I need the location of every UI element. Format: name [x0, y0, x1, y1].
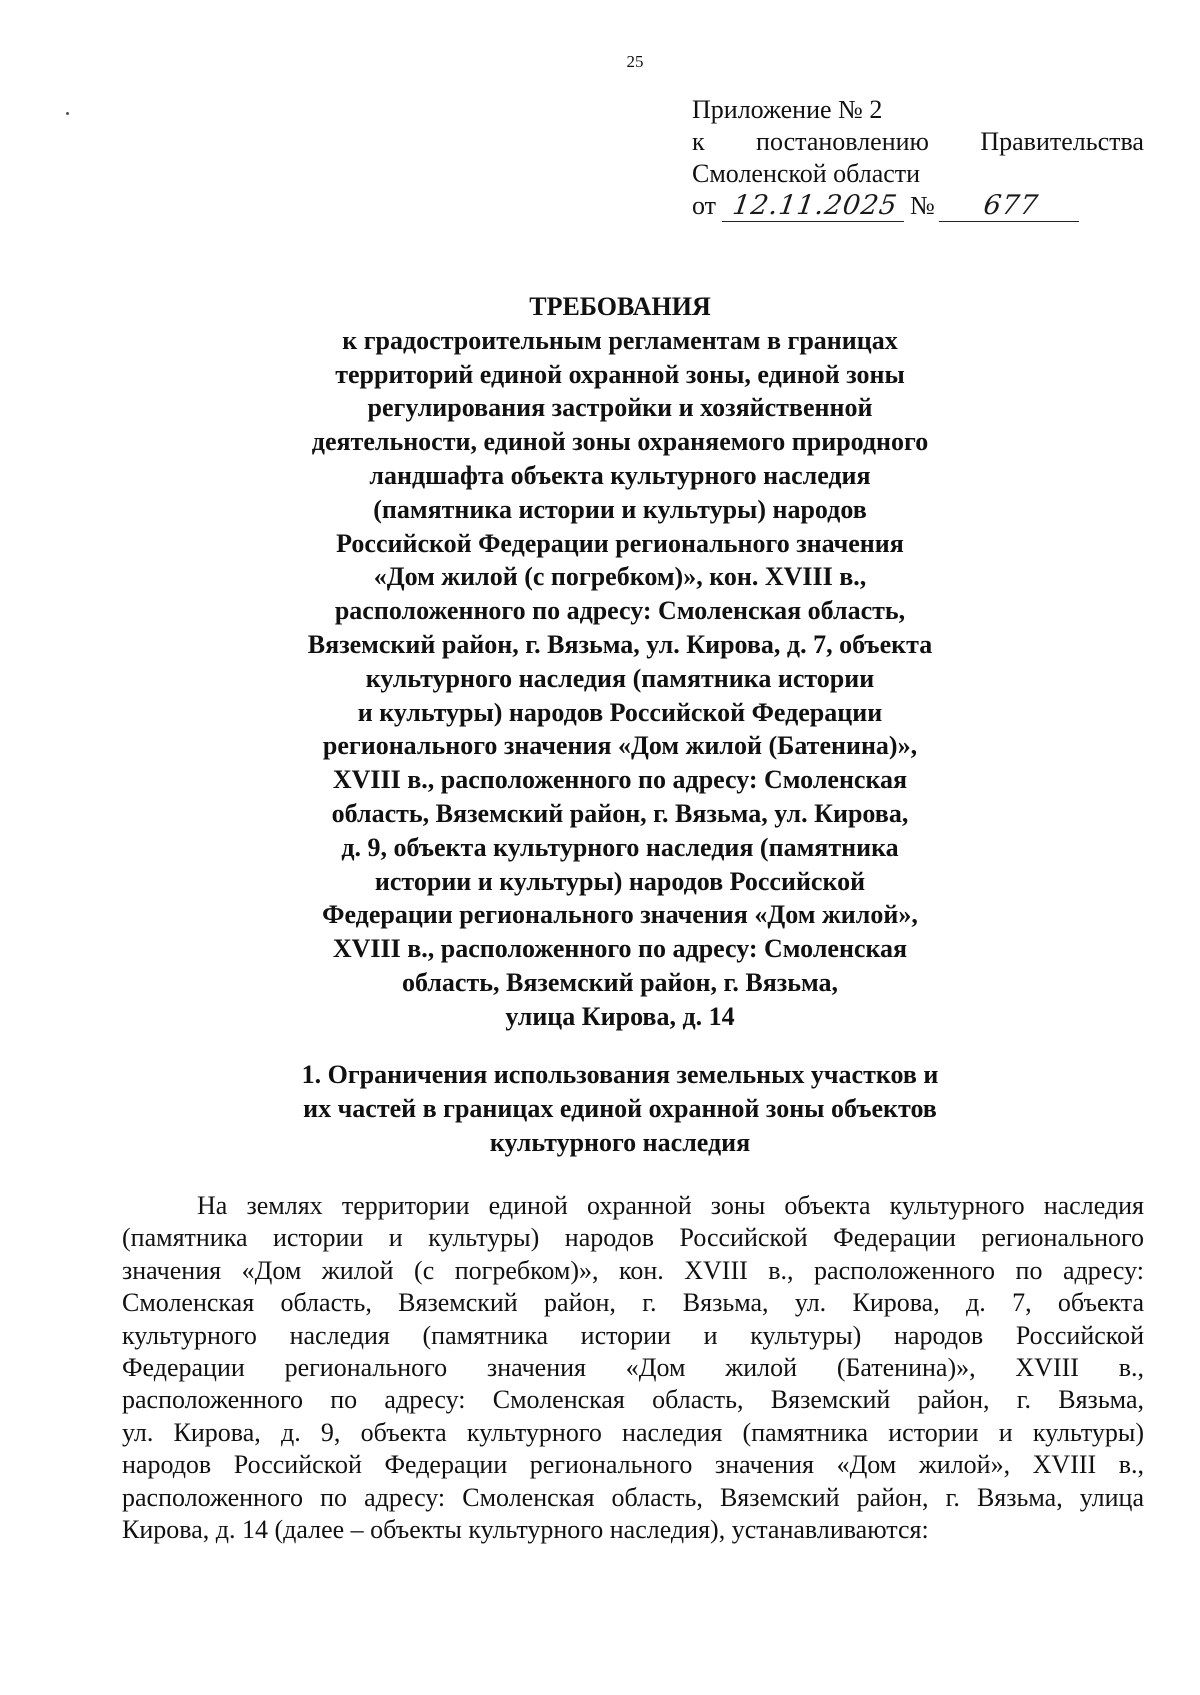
title-line: расположенного по адресу: Смоленская область, — [334, 596, 906, 626]
title-line: культурного наследия (памятника истории — [365, 663, 875, 693]
document-title-block — [250, 290, 990, 1034]
title-line: XVIII в., расположенного по адресу: Смоленская — [332, 934, 908, 964]
appendix-resolution-word: постановлению — [756, 127, 929, 156]
title-line: истории и культуры) народов Российской — [374, 866, 866, 896]
paragraph-line: расположенного по адресу: Смоленская область, Вяземский район, г. Вязьма, — [122, 1385, 1144, 1415]
title-line: область, Вяземский район, г. Вязьма, ул. Кирова, — [331, 798, 909, 828]
section-heading-line: 1. Ограничения использования земельных участков и — [301, 1060, 939, 1089]
paragraph-line: На землях территории единой охранной зоны объекта культурного наследия — [197, 1191, 1144, 1220]
appendix-preposition: к — [692, 127, 705, 156]
title-line: XVIII в., расположенного по адресу: Смоленская — [332, 765, 908, 795]
paragraph-line: Федерации регионального значения «Дом жилой (Батенина)», XVIII в., — [122, 1353, 1144, 1383]
paragraph-line: народов Российской Федерации регионального значения «Дом жилой», XVIII в., — [122, 1450, 1144, 1480]
title-line: ландшафта объекта культурного наследия — [369, 460, 871, 490]
title-line: область, Вяземский район, г. Вязьма, — [401, 967, 839, 997]
appendix-resolution-line — [692, 126, 1144, 158]
title-line: регулирования застройки и хозяйственной — [367, 393, 873, 423]
title-line: к градостроительным регламентам в границах — [342, 325, 898, 355]
title-line: и культуры) народов Российской Федерации — [357, 697, 883, 727]
section-1-paragraph — [122, 1190, 1144, 1546]
title-line: территорий единой охранной зоны, единой зоны — [335, 359, 905, 389]
title-line: деятельности, единой зоны охраняемого природного — [311, 427, 929, 457]
title-line: Вяземский район, г. Вязьма, ул. Кирова, д. 7, объекта — [307, 629, 933, 659]
paragraph-line: Смоленская область, Вяземский район, г. Вязьма, ул. Кирова, д. 7, объекта — [122, 1288, 1144, 1318]
scan-speck — [66, 112, 69, 115]
title-line: Российской Федерации регионального значения — [336, 528, 904, 558]
document-title: ТРЕБОВАНИЯ — [529, 292, 711, 321]
paragraph-line: (памятника истории и культуры) народов Российской Федерации регионального — [122, 1223, 1144, 1253]
title-line: «Дом жилой (с погребком)», кон. XVIII в., — [373, 562, 867, 592]
title-line: регионального значения «Дом жилой (Батенина)», — [322, 731, 918, 761]
section-heading-line: культурного наследия — [489, 1128, 751, 1157]
section-1-heading — [250, 1058, 990, 1160]
handwritten-number: 677 — [939, 191, 1083, 222]
paragraph-line: значения «Дом жилой (с погребком)», кон. XVIII в., расположенного по адресу: — [122, 1255, 1144, 1285]
title-line: д. 9, объекта культурного наследия (памятника — [341, 832, 899, 862]
appendix-government-word: Правительства — [980, 127, 1144, 156]
handwritten-date: 12.11.2025 — [722, 191, 908, 222]
paragraph-line: расположенного по адресу: Смоленская область, Вяземский район, г. Вязьма, улица — [122, 1482, 1144, 1512]
section-heading-line: их частей в границах единой охранной зоны объектов — [303, 1094, 937, 1123]
paragraph-line: ул. Кирова, д. 9, объекта культурного наследия (памятника истории и культуры) — [122, 1417, 1144, 1447]
title-line: (памятника истории и культуры) народов — [373, 494, 867, 524]
paragraph-line: Кирова, д. 14 (далее – объекты культурного наследия), устанавливаются: — [122, 1515, 929, 1545]
page-number: 25 — [626, 52, 644, 71]
title-line: Федерации регионального значения «Дом жилой», — [322, 900, 918, 930]
number-prefix: № — [910, 191, 935, 220]
date-prefix: от — [692, 191, 717, 220]
appendix-header — [692, 94, 1144, 222]
appendix-region: Смоленской области — [692, 159, 921, 188]
title-line: улица Кирова, д. 14 — [505, 1001, 735, 1031]
appendix-label: Приложение № 2 — [692, 95, 883, 124]
paragraph-line: культурного наследия (памятника истории и культуры) народов Российской — [122, 1320, 1144, 1350]
appendix-date-number-line — [692, 190, 1144, 222]
